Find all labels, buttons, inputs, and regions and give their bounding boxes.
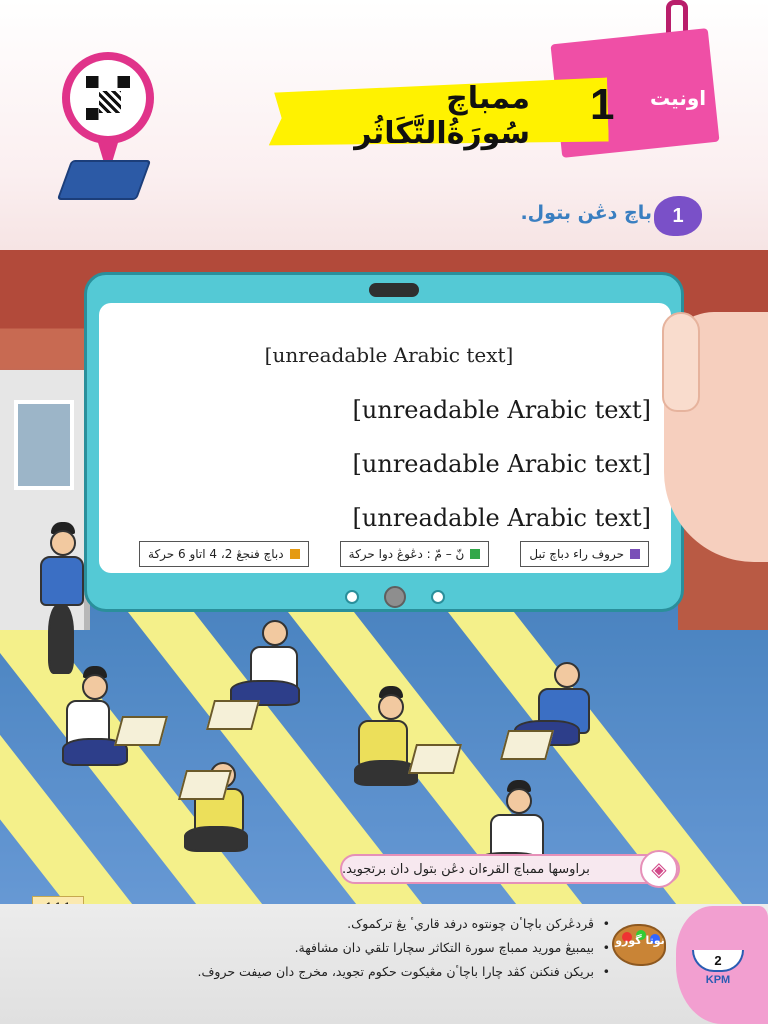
green-swatch-icon	[470, 549, 480, 559]
verse-text: [unreadable Arabic text]	[352, 450, 651, 478]
gem-icon: ◈	[640, 850, 678, 888]
book-stand	[178, 770, 232, 800]
home-button[interactable]	[384, 586, 406, 608]
verse-screen	[99, 303, 671, 573]
book-stand	[206, 700, 260, 730]
book-stand	[408, 744, 462, 774]
verse-line-1	[119, 387, 651, 433]
legend-label: دباچ فنجڠ 2، 4 اتاو 6 حرکة	[148, 547, 284, 561]
legend-label: حروف راء دباچ تبل	[529, 547, 624, 561]
qr-code-pin[interactable]	[62, 52, 154, 144]
legend-item	[139, 541, 309, 567]
verse-text: [unreadable Arabic text]	[352, 396, 651, 424]
qr-code-icon[interactable]	[84, 74, 132, 122]
instruction-text: باچ دڠن بتول.	[520, 202, 652, 224]
unit-number: 1	[590, 80, 615, 129]
window	[14, 400, 74, 490]
tablet	[84, 272, 684, 612]
publisher-label: KPM	[705, 974, 731, 986]
tablet-speaker	[369, 283, 419, 297]
book-stand	[114, 716, 168, 746]
legend-label: نّ – مّ : دڠوڠ دوا حرکة	[348, 547, 465, 561]
verse-line-2	[119, 441, 651, 487]
verse-text: [unreadable Arabic text]	[352, 504, 651, 532]
basmala: [unreadable Arabic text]	[264, 343, 514, 367]
tajwid-legend	[139, 541, 649, 567]
tip-text: براوسها ممباچ القرءان دڠن بتول دان برتجويد.	[342, 861, 590, 877]
next-dot-button[interactable]	[431, 590, 445, 604]
teacher-notes	[110, 912, 610, 984]
qr-code-frame	[70, 60, 146, 136]
phone-icon	[57, 160, 152, 200]
instruction-number: 1	[654, 196, 702, 236]
verse-line-3	[119, 495, 651, 541]
page-number: 2	[714, 952, 722, 968]
page-title: ممباچ سُورَةُالتَّكَاثُر	[354, 81, 530, 151]
note-item: • بيمبيڠ موريد ممباچ سورة التکاثر سچارا تلقي دان مشافهة.	[110, 936, 610, 960]
book-stand	[500, 730, 554, 760]
legend-item	[340, 541, 490, 567]
prev-dot-button[interactable]	[345, 590, 359, 604]
reading-tip	[340, 854, 680, 884]
purple-swatch-icon	[630, 549, 640, 559]
note-item: • ڤردڠرکن باچاٴن چونتوه درفد قاريٴ يڠ ترکموک.	[110, 912, 610, 936]
thumb-illustration	[662, 312, 700, 412]
note-item: • بريکن فنکنن کڤد چارا باچاٴن مڠيکوت حکوم تجويد، مخرج دان صيفت حروف.	[110, 960, 610, 984]
tablet-controls	[345, 585, 445, 609]
orange-swatch-icon	[290, 549, 300, 559]
unit-word: اونيت	[650, 86, 707, 110]
legend-item	[520, 541, 649, 567]
teacher-note-label: نوتا گورو	[615, 934, 665, 947]
